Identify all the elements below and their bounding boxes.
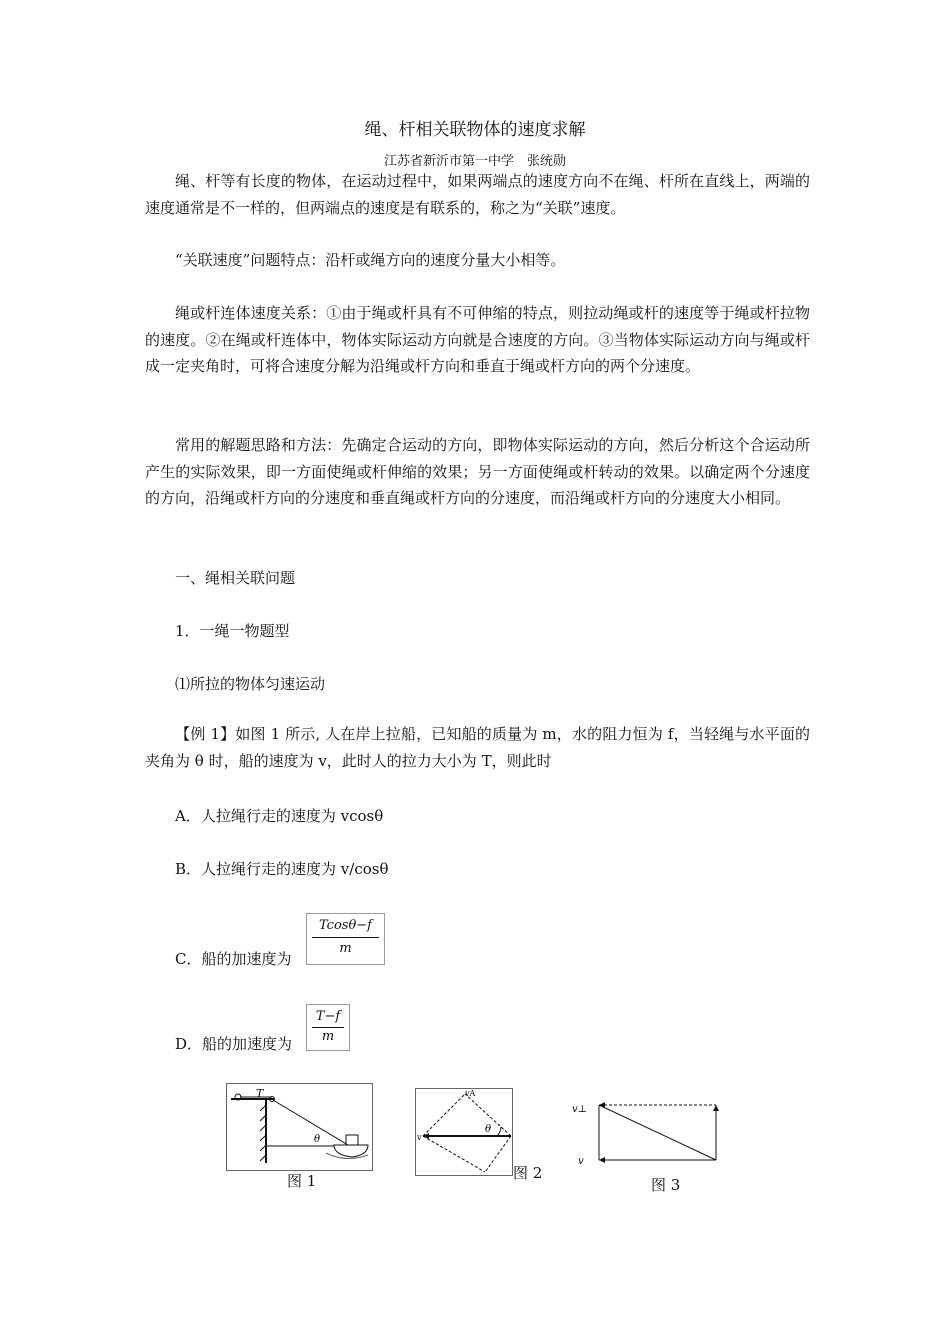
arrow-head-right xyxy=(713,1105,719,1111)
feature-paragraph: “关联速度”问题特点：沿杆或绳方向的速度分量大小相等。 xyxy=(175,251,566,269)
formula-c-denominator: m xyxy=(339,941,352,956)
formula-d-denominator: m xyxy=(321,1029,335,1044)
figure-2-caption: 图 2 xyxy=(513,1164,543,1182)
label-theta: θ xyxy=(314,1134,321,1145)
formula-d xyxy=(306,1004,350,1051)
fraction-bar xyxy=(312,937,379,938)
method-paragraph: 常用的解题思路和方法：先确定合运动的方向，即物体实际运动的方向，然后分析这个合运动所产生的实际效果，即一方面使绳或杆伸缩的效果；另一方面使绳或杆转动的效果。以确定两个分速度的方向，沿绳或杆方向的分速度和垂直绳或杆方向的分速度，而沿绳或杆方向的分速度大小相同。 xyxy=(145,436,810,507)
label-v-perp: v⊥ xyxy=(572,1104,588,1115)
example-text: 如图 1 所示, 人在岸上拉船，已知船的质量为 m，水的阻力恒为 f，当轻绳与水平面的夹角为 θ 时，船的速度为 v，此时人的拉力大小为 T，则此时 xyxy=(145,725,810,770)
relation-paragraph: 绳或杆连体速度关系：①由于绳或杆具有不可伸缩的特点，则拉动绳或杆的速度等于绳或杆拉物的速度。②在绳或杆连体中，物体实际运动方向就是合速度的方向。③当物体实际运动方向与绳或杆成一定夹角时，可将合速度分解为沿绳或杆方向和垂直于绳或杆方向的两个分速度。 xyxy=(145,304,810,375)
example-paragraph xyxy=(145,721,810,774)
figure-1-diagram xyxy=(226,1083,373,1171)
subsection-heading: 1．一绳一物题型 xyxy=(175,622,290,640)
page-title: 绳、杆相关联物体的速度求解 xyxy=(364,120,586,140)
figure-1-caption: 图 1 xyxy=(287,1172,317,1190)
figure-3-caption: 图 3 xyxy=(651,1176,681,1194)
formula-c-numerator: Tcosθ−f xyxy=(319,918,372,933)
option-c: C．船的加速度为 xyxy=(175,950,292,968)
arrow-head-bottom xyxy=(599,1157,605,1163)
option-b: B．人拉绳行走的速度为 v/cosθ xyxy=(175,860,389,878)
label-theta: θ xyxy=(485,1124,492,1135)
arrow-head-top xyxy=(599,1102,605,1108)
label-T: T xyxy=(256,1087,264,1100)
intro-paragraph: 绳、杆等有长度的物体，在运动过程中，如果两端点的速度方向不在绳、杆所在直线上，两端的速度通常是不一样的，但两端点的速度是有联系的，称之为“关联”速度。 xyxy=(145,172,810,217)
subsubsection-heading: ⑴所拉的物体匀速运动 xyxy=(175,675,326,693)
diagonal xyxy=(599,1105,716,1160)
section-heading: 一、绳相关联问题 xyxy=(175,569,296,587)
option-d: D．船的加速度为 xyxy=(175,1035,293,1053)
figure-2-diagram xyxy=(415,1088,513,1176)
figure-frame xyxy=(416,1089,513,1176)
fraction-bar xyxy=(312,1027,344,1028)
label-v: v xyxy=(417,1133,422,1142)
formula-d-numerator: T−f xyxy=(315,1009,341,1024)
option-a: A．人拉绳行走的速度为 vcosθ xyxy=(175,807,384,825)
label-va: vA xyxy=(465,1089,476,1098)
author-line: 江苏省新沂市第一中学 张统勋 xyxy=(383,154,566,169)
formula-c xyxy=(306,913,385,965)
example-label: 【例 1】 xyxy=(175,725,236,743)
label-v-bottom: v xyxy=(578,1156,584,1166)
figure-3-diagram xyxy=(568,1098,720,1166)
